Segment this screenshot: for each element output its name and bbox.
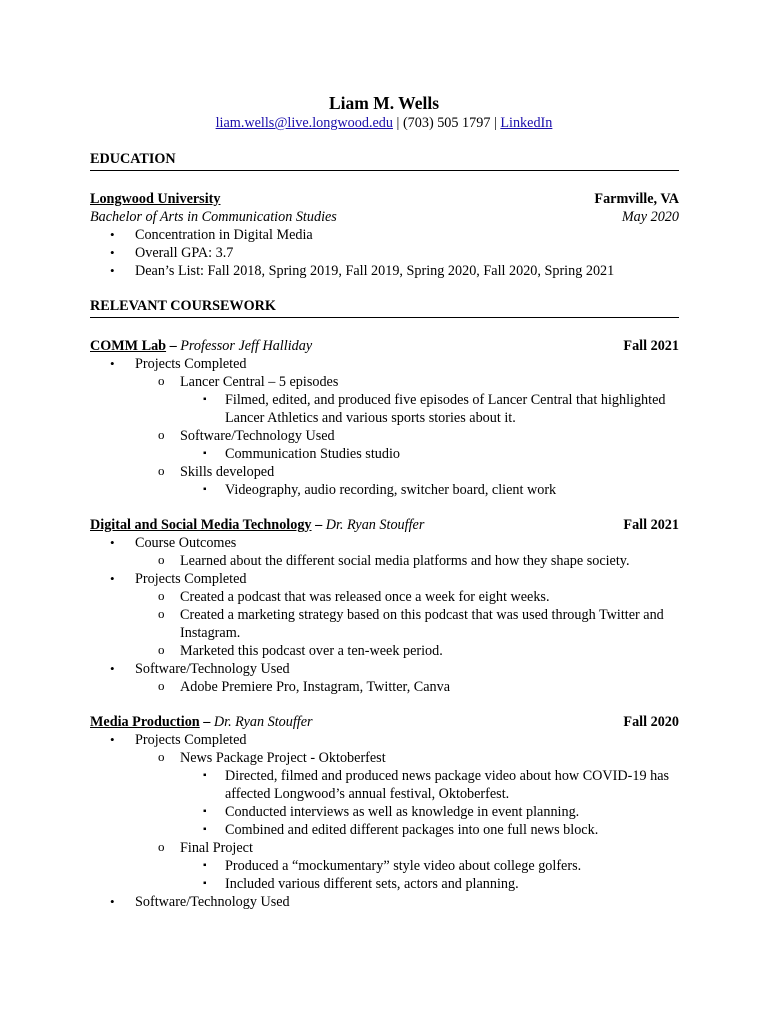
bullet-marker: ▪: [203, 824, 207, 835]
bullet-text: News Package Project - Oktoberfest: [180, 750, 386, 766]
bullet-marker: •: [110, 245, 115, 260]
coursework-section: [90, 297, 679, 911]
bullet-text: Dean’s List: Fall 2018, Spring 2019, Fall 2019, Spring 2020, Fall 2020, Spring 2021: [135, 263, 615, 279]
list-item: [90, 731, 679, 749]
list-item: [90, 373, 679, 391]
list-item: [90, 767, 679, 803]
bullet-marker: •: [110, 571, 115, 586]
separator: |: [393, 115, 403, 131]
bullet-text: Included various different sets, actors and planning.: [225, 876, 519, 892]
bullet-text: Projects Completed: [135, 356, 247, 372]
course-title: [90, 516, 424, 534]
course-title: [90, 713, 313, 731]
bullet-marker: ▪: [203, 770, 207, 781]
list-item: [90, 427, 679, 445]
list-item: [90, 839, 679, 857]
bullet-text: Course Outcomes: [135, 535, 237, 551]
course-name: Digital and Social Media Technology: [90, 517, 312, 533]
bullet-marker: •: [110, 894, 115, 909]
bullet-text: Projects Completed: [135, 732, 247, 748]
list-item: [90, 463, 679, 481]
bullet-marker: o: [158, 839, 165, 854]
bullet-marker: •: [110, 535, 115, 550]
list-item: [90, 857, 679, 875]
list-item: [90, 642, 679, 660]
school-name: Longwood University: [90, 191, 221, 207]
bullet-text: Created a podcast that was released once a week for eight weeks.: [180, 589, 550, 605]
course-header: [90, 713, 679, 731]
education-section: [90, 150, 679, 280]
bullet-marker: o: [158, 373, 165, 388]
bullet-marker: o: [158, 552, 165, 567]
course-details: [90, 355, 679, 499]
bullet-text: Produced a “mockumentary” style video about college golfers.: [225, 858, 582, 874]
list-item: [90, 803, 679, 821]
bullet-marker: ▪: [203, 860, 207, 871]
section-title-coursework: RELEVANT COURSEWORK: [90, 297, 679, 318]
course-instructor: Professor Jeff Halliday: [180, 338, 313, 354]
bullet-text: Filmed, edited, and produced five episodes of Lancer Central that highlighted Lancer Athletics and various sports stories about it.: [225, 392, 666, 426]
bullet-marker: •: [110, 356, 115, 371]
bullet-marker: ▪: [203, 448, 207, 459]
course-dash: –: [311, 517, 326, 533]
course-term: Fall 2021: [623, 338, 679, 354]
bullet-text: Skills developed: [180, 464, 275, 480]
contact-line: [0, 114, 768, 133]
bullet-marker: o: [158, 606, 165, 621]
course-term: Fall 2021: [623, 517, 679, 533]
degree: Bachelor of Arts in Communication Studies: [90, 209, 337, 225]
list-item: [90, 244, 679, 262]
list-item: [90, 445, 679, 463]
bullet-text: Software/Technology Used: [135, 894, 290, 910]
bullet-marker: •: [110, 227, 115, 242]
email-link[interactable]: liam.wells@live.longwood.edu: [215, 115, 393, 131]
bullet-text: Overall GPA: 3.7: [135, 245, 234, 261]
list-item: [90, 749, 679, 767]
bullet-marker: •: [110, 661, 115, 676]
bullet-text: Videography, audio recording, switcher board, client work: [225, 482, 557, 498]
bullet-marker: •: [110, 263, 115, 278]
bullet-text: Directed, filmed and produced news package video about how COVID-19 has affected Longwood’s annual festival, Oktoberfest.: [225, 768, 670, 802]
bullet-marker: o: [158, 588, 165, 603]
resume-header: [0, 92, 768, 133]
list-item: [90, 570, 679, 588]
school-location: Farmville, VA: [594, 191, 679, 207]
list-item: [90, 588, 679, 606]
list-item: [90, 893, 679, 911]
bullet-marker: ▪: [203, 878, 207, 889]
course-instructor: Dr. Ryan Stouffer: [325, 517, 425, 533]
school-row: [90, 190, 679, 208]
degree-row: [90, 208, 679, 226]
course-instructor: Dr. Ryan Stouffer: [213, 714, 313, 730]
course-header: [90, 337, 679, 355]
list-item: [90, 481, 679, 499]
list-item: [90, 875, 679, 893]
bullet-marker: ▪: [203, 806, 207, 817]
bullet-text: Adobe Premiere Pro, Instagram, Twitter, Canva: [180, 679, 451, 695]
course-dash: –: [166, 338, 181, 354]
course-term: Fall 2020: [623, 714, 679, 730]
bullet-marker: o: [158, 678, 165, 693]
list-item: [90, 534, 679, 552]
bullet-marker: o: [158, 642, 165, 657]
bullet-text: Marketed this podcast over a ten-week period.: [180, 643, 443, 659]
bullet-text: Conducted interviews as well as knowledge in event planning.: [225, 804, 580, 820]
bullet-text: Learned about the different social media platforms and how they shape society.: [180, 553, 630, 569]
section-title-education: EDUCATION: [90, 150, 679, 171]
list-item: [90, 660, 679, 678]
bullet-marker: ▪: [203, 394, 207, 405]
bullet-text: Lancer Central – 5 episodes: [180, 374, 339, 390]
graduation-date: May 2020: [621, 209, 679, 225]
linkedin-link[interactable]: LinkedIn: [500, 115, 553, 131]
course-title: [90, 337, 312, 355]
education-bullets: [90, 226, 679, 280]
bullet-text: Software/Technology Used: [135, 661, 290, 677]
list-item: [90, 355, 679, 373]
bullet-text: Communication Studies studio: [225, 446, 400, 462]
list-item: [90, 552, 679, 570]
list-item: [90, 606, 679, 642]
bullet-marker: o: [158, 427, 165, 442]
bullet-text: Concentration in Digital Media: [135, 227, 313, 243]
list-item: [90, 391, 679, 427]
bullet-text: Combined and edited different packages into one full news block.: [225, 822, 599, 838]
bullet-text: Software/Technology Used: [180, 428, 335, 444]
course-details: [90, 731, 679, 911]
list-item: [90, 821, 679, 839]
bullet-text: Created a marketing strategy based on this podcast that was used through Twitter and Instagram.: [180, 607, 664, 641]
list-item: [90, 262, 679, 280]
list-item: [90, 226, 679, 244]
course-list: [90, 318, 679, 911]
bullet-marker: o: [158, 749, 165, 764]
course-details: [90, 534, 679, 696]
bullet-text: Final Project: [180, 840, 253, 856]
bullet-marker: ▪: [203, 484, 207, 495]
course-dash: –: [199, 714, 214, 730]
bullet-marker: o: [158, 463, 165, 478]
course-name: COMM Lab: [90, 338, 167, 354]
applicant-name: Liam M. Wells: [328, 93, 440, 113]
phone-number: (703) 505 1797: [402, 115, 491, 131]
separator: |: [490, 115, 501, 131]
bullet-text: Projects Completed: [135, 571, 247, 587]
course-name: Media Production: [90, 714, 200, 730]
list-item: [90, 678, 679, 696]
bullet-marker: •: [110, 732, 115, 747]
course-header: [90, 516, 679, 534]
